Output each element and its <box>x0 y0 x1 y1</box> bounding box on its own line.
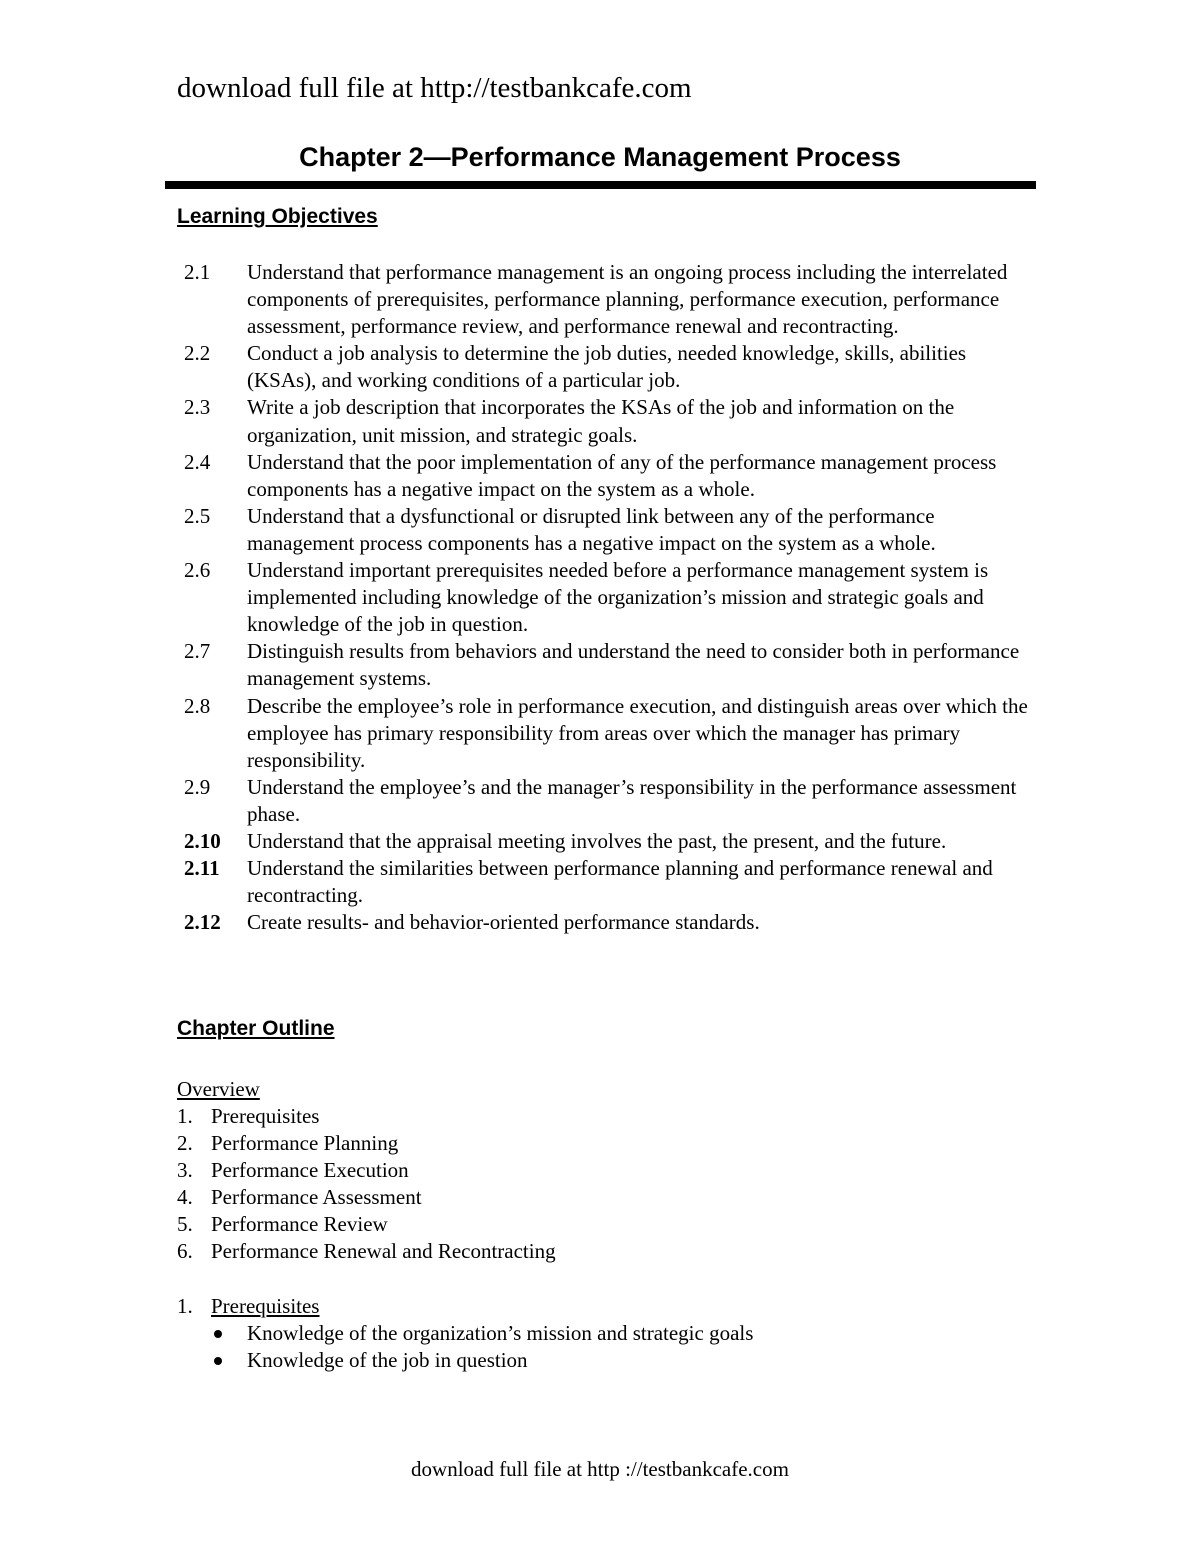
bullet-text: Knowledge of the job in question <box>247 1348 528 1373</box>
objective-text: Conduct a job analysis to determine the job duties, needed knowledge, skills, abilities (KSAs), and working conditions of a particular job. <box>247 341 967 393</box>
prerequisites-title: Prerequisites <box>211 1294 320 1318</box>
objective-text: Understand that performance management is an ongoing process including the interrelated components of prerequisites, performance planning, performance execution, performance assessment, performance review, and performance renewal and recontracting. <box>247 260 1008 339</box>
outline-number: 2. <box>177 1131 193 1156</box>
objective-text: Understand important prerequisites needed before a performance management system is implemented including knowledge of the organization’s mission and strategic goals and knowledge of the job in question. <box>247 558 989 637</box>
outline-text: Performance Renewal and Recontracting <box>211 1239 556 1264</box>
overview-label: Overview <box>177 1077 260 1101</box>
objective-number: 2.6 <box>184 558 211 583</box>
outline-number: 5. <box>177 1212 193 1237</box>
title-rule <box>165 181 1036 189</box>
outline-item <box>177 1211 556 1238</box>
objective-item <box>177 340 1037 394</box>
outline-item <box>177 1238 556 1265</box>
header-download-link[interactable]: download full file at http://testbankcafe.com <box>177 72 692 104</box>
objective-number: 2.9 <box>184 774 211 799</box>
outline-text: Performance Execution <box>211 1158 409 1183</box>
chapter-title: Chapter 2—Performance Management Process <box>299 142 901 172</box>
bullet-item <box>177 1347 753 1374</box>
objective-item <box>177 909 1037 936</box>
objective-text: Understand the similarities between performance planning and performance renewal and recontracting. <box>247 856 993 908</box>
footer-download-link[interactable]: download full file at http ://testbankcafe.com <box>411 1457 789 1481</box>
objective-number: 2.1 <box>184 260 211 284</box>
outline-text: Performance Planning <box>211 1131 399 1156</box>
objective-item <box>177 693 1037 774</box>
bullet-icon <box>214 1330 222 1338</box>
objective-item <box>177 828 1037 855</box>
learning-objectives-list <box>177 259 1037 936</box>
objective-text: Create results- and behavior-oriented performance standards. <box>247 910 760 935</box>
chapter-outline-list <box>177 1103 556 1266</box>
objective-text: Write a job description that incorporates the KSAs of the job and information on the organization, unit mission, and strategic goals. <box>247 395 955 447</box>
bullet-text: Knowledge of the organization’s mission and strategic goals <box>247 1321 754 1345</box>
outline-item <box>177 1103 556 1130</box>
objective-item <box>177 449 1037 503</box>
outline-number: 4. <box>177 1185 193 1210</box>
objective-item <box>177 638 1037 692</box>
outline-text: Performance Assessment <box>211 1185 422 1210</box>
objective-number: 2.2 <box>184 341 211 366</box>
outline-item <box>177 1130 556 1157</box>
objective-number: 2.3 <box>184 395 211 420</box>
objective-text: Understand the employee’s and the manager’s responsibility in the performance assessment phase. <box>247 774 1017 826</box>
outline-text: Prerequisites <box>211 1104 320 1128</box>
prerequisites-heading <box>177 1293 753 1320</box>
objective-item <box>177 774 1037 828</box>
objective-text: Understand that a dysfunctional or disrupted link between any of the performance management process components has a negative impact on the system as a whole. <box>247 503 936 555</box>
objective-number: 2.10 <box>184 828 221 853</box>
objective-item <box>177 503 1037 557</box>
objective-text: Understand that the appraisal meeting involves the past, the present, and the future. <box>247 828 947 853</box>
objective-number: 2.4 <box>184 449 211 474</box>
objective-number: 2.7 <box>184 639 211 664</box>
prerequisites-bullets <box>177 1320 753 1374</box>
outline-item <box>177 1157 556 1184</box>
outline-number: 1. <box>177 1104 193 1128</box>
bullet-item <box>177 1320 753 1347</box>
objective-item <box>177 394 1037 448</box>
outline-text: Performance Review <box>211 1212 388 1237</box>
objective-item <box>177 259 1037 340</box>
prerequisites-number: 1. <box>177 1294 193 1318</box>
outline-number: 6. <box>177 1239 193 1264</box>
objective-number: 2.11 <box>184 856 220 881</box>
objective-item <box>177 855 1037 909</box>
objective-number: 2.8 <box>184 693 211 718</box>
chapter-outline-heading: Chapter Outline <box>177 1017 335 1040</box>
objective-item <box>177 557 1037 638</box>
objective-text: Describe the employee’s role in performance execution, and distinguish areas over which the employee has primary responsibility from areas over which the manager has primary responsibility. <box>247 693 1028 772</box>
outline-item <box>177 1184 556 1211</box>
objective-text: Understand that the poor implementation of any of the performance management process components has a negative impact on the system as a whole. <box>247 449 997 501</box>
outline-number: 3. <box>177 1158 193 1183</box>
objective-text: Distinguish results from behaviors and understand the need to consider both in performance management systems. <box>247 639 1020 691</box>
bullet-icon <box>214 1357 222 1365</box>
objective-number: 2.12 <box>184 910 221 935</box>
learning-objectives-heading: Learning Objectives <box>177 205 378 228</box>
prerequisites-section <box>177 1293 753 1374</box>
objective-number: 2.5 <box>184 503 211 528</box>
